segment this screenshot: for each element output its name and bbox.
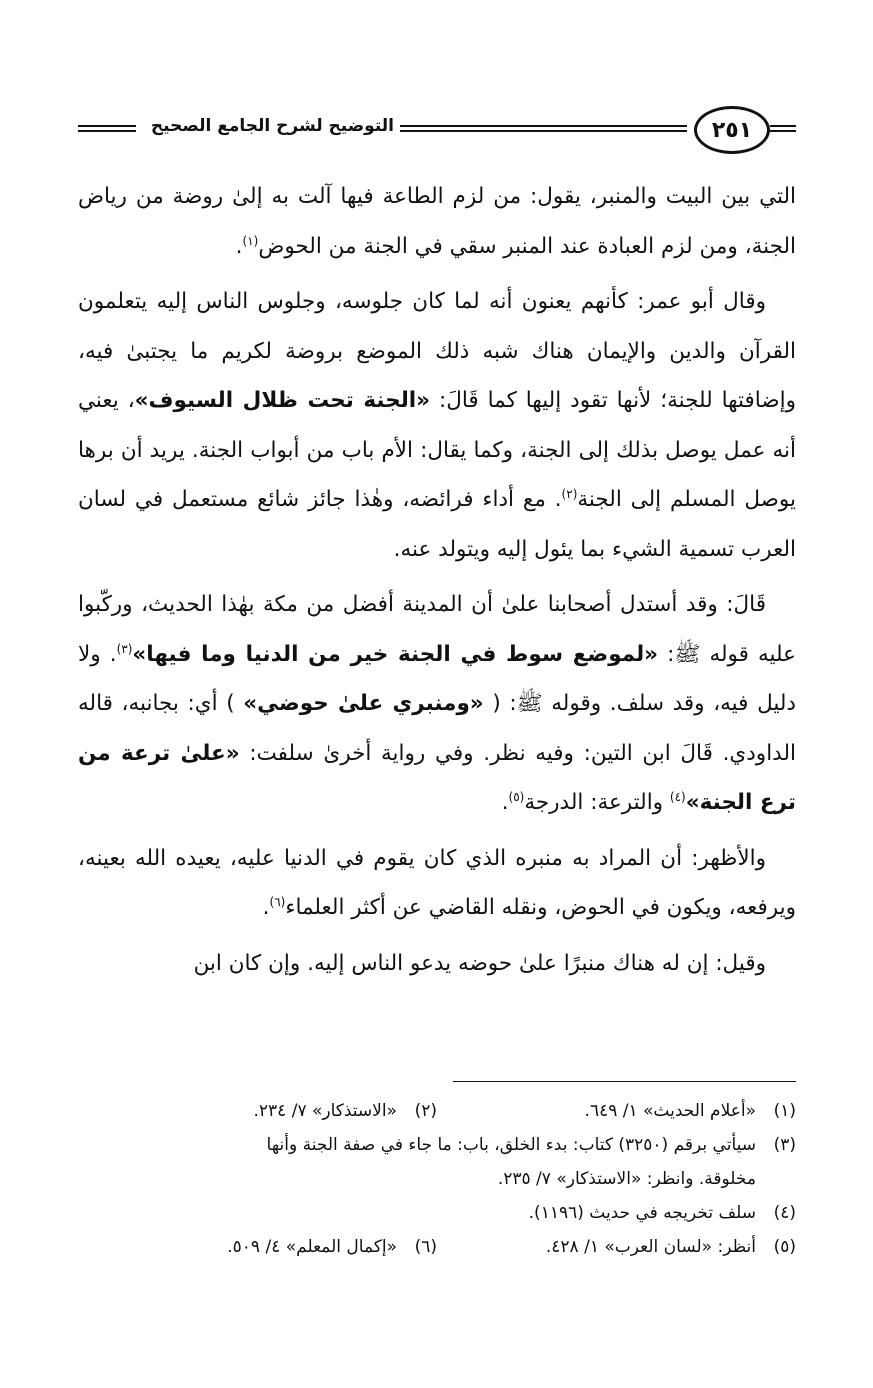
footnote-1-text: «أعلام الحديث» ١/ ٦٤٩. xyxy=(584,1101,756,1121)
hadith-quote-3: «ومنبري علىٰ حوضي» xyxy=(243,691,484,716)
paragraph-2-text-b: ، يعني أنه عمل يوصل بذلك إلى الجنة، وكما يقال: الأم باب من أبواب الجنة. يريد أن برها يوصل المسلم إلى الجنة xyxy=(78,388,796,512)
footnote-5-text: أنظر: «لسان العرب» ١/ ٤٢٨. xyxy=(545,1237,756,1257)
footnotes xyxy=(78,1094,796,1264)
paragraph-3-text-d: والترعة: الدرجة xyxy=(524,790,670,815)
footnote-ref-2[interactable]: (٢) xyxy=(561,486,578,501)
page-number-oval xyxy=(694,106,770,154)
paragraph-4-text: والأظهر: أن المراد به منبره الذي كان يقوم في الدنيا عليه، يعيده الله بعينه، ويرفعه، ويكون في الحوض، ونقله القاضي عن أكثر العلماء xyxy=(78,845,796,920)
footnote-6-text: «إكمال المعلم» ٤/ ٥٠٩. xyxy=(227,1237,397,1257)
paragraph-4 xyxy=(78,834,796,933)
header-rule-right xyxy=(770,125,796,132)
header-rule-middle xyxy=(400,125,687,132)
footnote-ref-6[interactable]: (٦) xyxy=(269,894,286,909)
paragraph-3-text-b: . ولا دليل فيه، وقد سلف. وقوله ﷺ: ( xyxy=(78,641,796,716)
paragraph-3-text-c: ) أي: بجانبه، قاله الداودي. قَالَ ابن التين: وفيه نظر. وفي رواية أخرىٰ سلفت: xyxy=(78,691,796,766)
footnote-row-5-6 xyxy=(78,1230,796,1264)
footnote-ref-3[interactable]: (٣) xyxy=(116,641,133,656)
main-text xyxy=(78,172,796,994)
paragraph-1 xyxy=(78,172,796,271)
hadith-quote-1: «الجنة تحت ظلال السيوف» xyxy=(134,388,431,413)
footnote-5 xyxy=(437,1230,796,1264)
footnote-3-number: (٣) xyxy=(773,1135,796,1155)
footnote-4 xyxy=(78,1196,796,1230)
paragraph-3-end: . xyxy=(501,790,509,815)
footnote-5-number: (٥) xyxy=(773,1237,796,1257)
footnote-1-number: (١) xyxy=(773,1101,796,1121)
hadith-quote-4: «علىٰ ترعة من ترع الجنة» xyxy=(78,740,796,815)
hadith-quote-2: «لموضع سوط في الجنة خير من الدنيا وما فيها» xyxy=(132,641,659,667)
footnote-3-continued: مخلوقة. وانظر: «الاستذكار» ٧/ ٢٣٥. xyxy=(497,1169,756,1189)
footnote-3 xyxy=(78,1128,796,1162)
paragraph-2 xyxy=(78,277,796,574)
paragraph-5-text: وقيل: إن له هناك منبرًا علىٰ حوضه يدعو الناس إليه. وإن كان ابن xyxy=(193,950,766,976)
footnote-separator xyxy=(453,1081,796,1082)
footnote-6 xyxy=(78,1230,437,1264)
footnote-2-text: «الاستذكار» ٧/ ٢٣٤. xyxy=(253,1101,397,1121)
page-number: ٢٥١ xyxy=(711,117,753,143)
footnote-3-line-1: سيأتي برقم (٣٢٥٠) كتاب: بدء الخلق، باب: ما جاء في صفة الجنة وأنها xyxy=(266,1135,756,1155)
footnote-row-1-2 xyxy=(78,1094,796,1128)
footnote-4-text: سلف تخريجه في حديث (١١٩٦). xyxy=(528,1203,756,1223)
paragraph-2-text-c: . مع أداء فرائضه، وهٰذا جائز شائع مستعمل في لسان العرب تسمية الشيء بما يئول إليه ويتولد عنه. xyxy=(78,487,796,562)
footnote-ref-5[interactable]: (٥) xyxy=(508,789,525,804)
footnote-ref-1[interactable]: (١) xyxy=(242,233,259,248)
paragraph-4-end: . xyxy=(262,895,270,920)
paragraph-2-text-a: وقال أبو عمر: كأنهم يعنون أنه لما كان جلوسه، وجلوس الناس إليه يتعلمون القرآن والدين والإيمان هناك شبه ذلك الموضع بروضة لكريم ما يجتبىٰ فيه، وإضافتها للجنة؛ لأنها تقود إليها كما قَالَ: xyxy=(78,289,796,413)
paragraph-3-text-a: قَالَ: وقد أستدل أصحابنا علىٰ أن المدينة أفضل من مكة بهٰذا الحديث، وركّبوا عليه قوله ﷺ: xyxy=(78,592,796,667)
footnote-2-number: (٢) xyxy=(414,1101,437,1121)
running-header xyxy=(78,96,796,164)
paragraph-1-end: . xyxy=(235,233,243,259)
paragraph-3 xyxy=(78,580,796,828)
footnote-6-number: (٦) xyxy=(414,1237,437,1257)
footnote-2 xyxy=(78,1094,437,1128)
footnote-ref-4[interactable]: (٤) xyxy=(669,789,686,804)
running-title: التوضيح لشرح الجامع الصحيح xyxy=(150,116,394,136)
footnote-4-number: (٤) xyxy=(773,1203,796,1223)
paragraph-5 xyxy=(78,939,796,989)
paragraph-1-text: التي بين البيت والمنبر، يقول: من لزم الطاعة فيها آلت به إلىٰ روضة من رياض الجنة، ومن لزم العبادة عند المنبر سقي في الجنة من الحوض xyxy=(78,184,796,259)
footnote-1 xyxy=(437,1094,796,1128)
header-rule-left-outer xyxy=(78,125,136,132)
